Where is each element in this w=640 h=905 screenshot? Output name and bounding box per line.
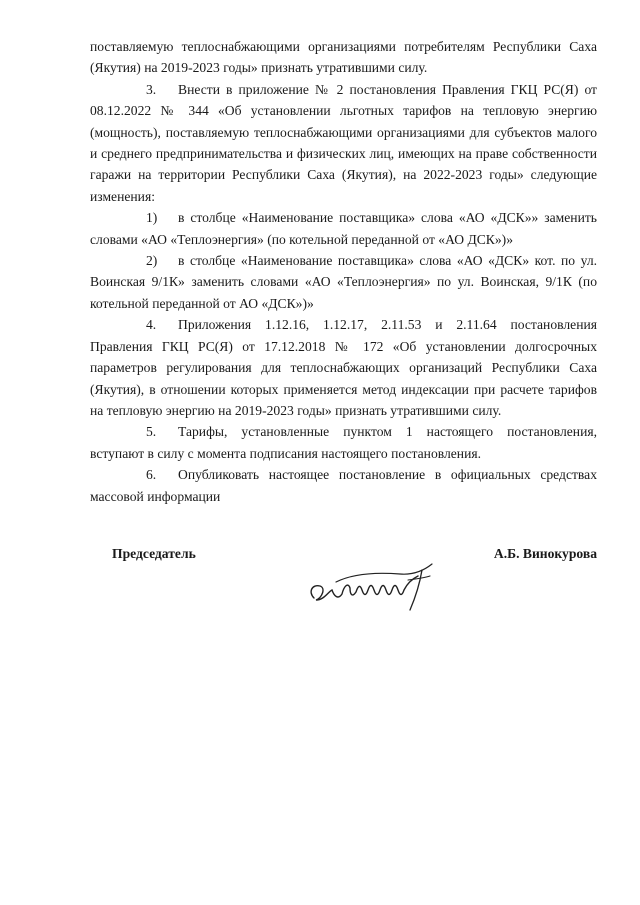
paragraph-item-5 [90, 421, 597, 464]
paragraph-number: 5. [146, 424, 157, 440]
subitem-number: 1) [146, 210, 158, 226]
signatory-title: Председатель [112, 546, 196, 561]
paragraph-number: 3. [146, 81, 157, 97]
paragraph-text: Опубликовать настоящее постановление в официальных средствах массовой информации [90, 467, 597, 504]
handwritten-signature [304, 556, 444, 614]
subitem-2 [90, 250, 597, 314]
paragraph-item-3 [90, 79, 597, 207]
signatory-name: А.Б. Винокурова [493, 546, 597, 561]
paragraph-text: Внести в приложение № 2 постановления Правления ГКЦ РС(Я) от 08.12.2022 № 344 «Об установлении льготных тарифов на тепловую энергию (мощность), поставляемую теплоснабжающими организациями для субъектов малого и среднего предпринимательства и физических лиц, имеющих на праве собственности гаражи на территории Республики Саха (Якутия), на 2022-2023 годы» следующие изменения: [90, 81, 597, 204]
paragraph-number: 6. [146, 467, 157, 483]
paragraph-item-6 [90, 464, 597, 507]
signature-block [112, 546, 597, 626]
paragraph-continuation [90, 36, 597, 79]
paragraph-number: 4. [146, 317, 157, 333]
paragraph-text: Приложения 1.12.16, 1.12.17, 2.11.53 и 2.11.64 постановления Правления ГКЦ РС(Я) от 17.12.2018 № 172 «Об установлении долгосрочных параметров регулирования для теплоснабжающих организаций Республики Саха (Якутия), в отношении которых применяется метод индексации при расчете тарифов на тепловую энергию на 2019-2023 годы» признать утратившими силу. [90, 317, 597, 418]
paragraph-text: поставляемую теплоснабжающими организациями потребителям Республики Саха (Якутия) на 2019-2023 годы» признать утратившими силу. [90, 39, 597, 76]
paragraph-text: Тарифы, установленные пунктом 1 настоящего постановления, вступают в силу с момента подписания настоящего постановления. [90, 424, 597, 461]
subitem-1 [90, 207, 597, 250]
paragraph-item-4 [90, 314, 597, 421]
subitem-text: в столбце «Наименование поставщика» слова «АО «ДСК» кот. по ул. Воинская 9/1К» заменить словами «АО «Теплоэнергия» по ул. Воинская, 9/1К (по котельной переданной от АО «ДСК»)» [90, 253, 597, 311]
document-body [90, 36, 597, 507]
subitem-text: в столбце «Наименование поставщика» слова «АО «ДСК»» заменить словами «АО «Теплоэнергия» (по котельной переданной от «АО ДСК»)» [90, 210, 597, 247]
subitem-number: 2) [146, 253, 158, 269]
